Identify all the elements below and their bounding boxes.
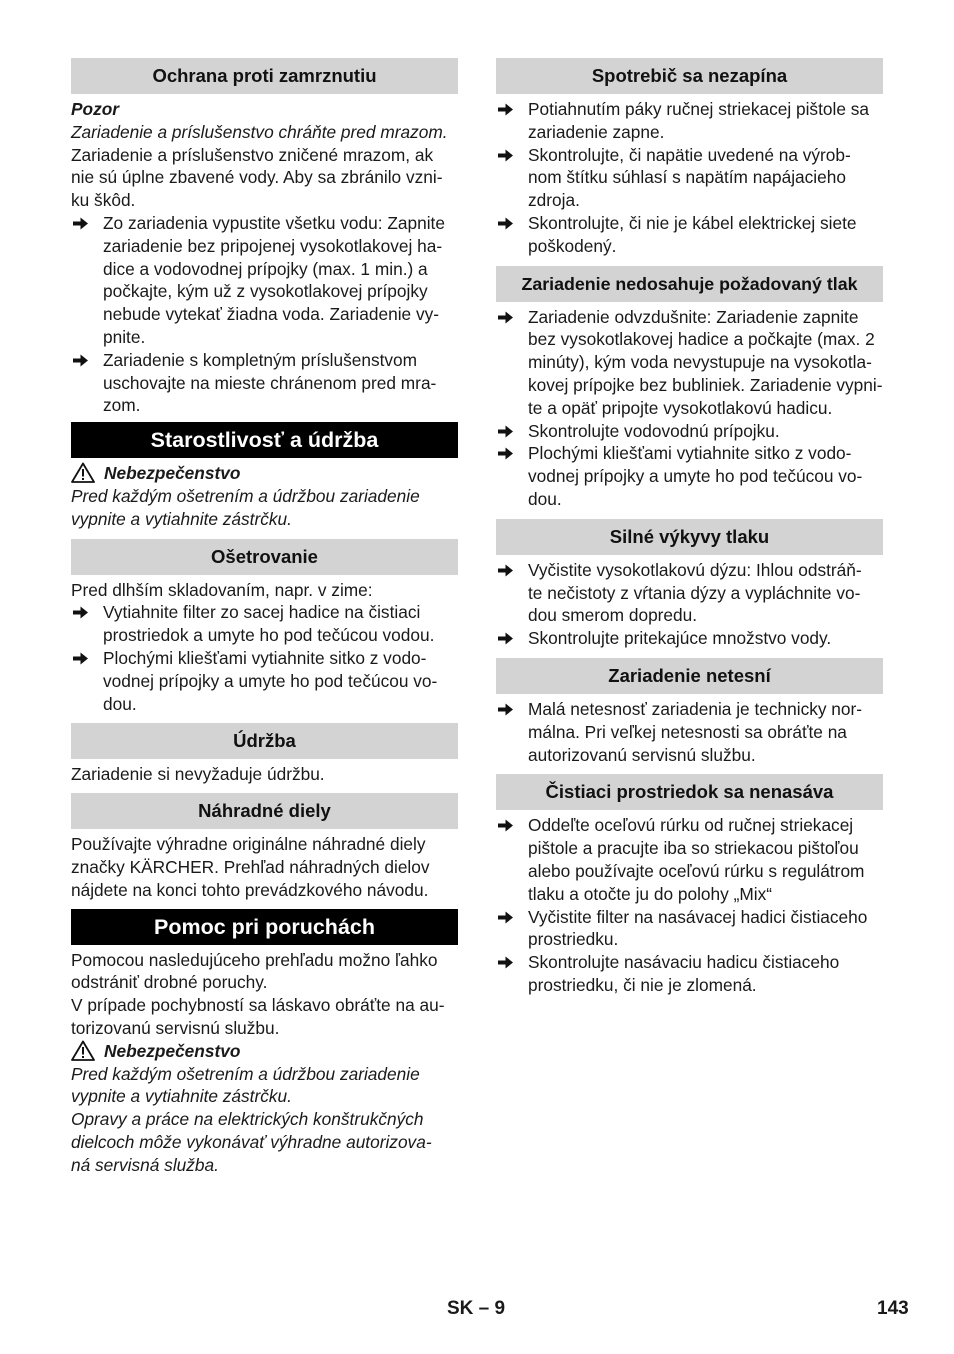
arrow-right-icon <box>72 651 89 666</box>
warning-triangle-icon <box>71 1040 95 1061</box>
arrow-right-icon <box>497 102 514 117</box>
arrow-right-icon <box>497 631 514 646</box>
note-label: Pozor <box>71 99 120 119</box>
arrow-right-icon <box>497 148 514 163</box>
section-heading: Náhradné diely <box>71 793 458 829</box>
warning-triangle-icon <box>71 462 95 483</box>
list-item: Zariadenie s kompletným príslušenstvom uschovajte na mieste chránenom pred mra- zom. <box>71 349 458 417</box>
left-column <box>71 58 458 1176</box>
list-item: Skontrolujte, či nie je kábel elektrickej siete poškodený. <box>496 212 883 258</box>
warning-text: Pred každým ošetrením a údržbou zariadenie vypnite a vytiahnite zástrčku. Opravy a práce na elektrických konštrukčných dielcoch môže vykonávať výhradne autorizova- ná servisná služba. <box>71 1063 432 1175</box>
section-heading: Čistiaci prostriedok sa nenasáva <box>496 774 883 810</box>
section-heading: Ochrana proti zamrznutiu <box>71 58 458 94</box>
right-column <box>496 58 883 997</box>
section-heading: Spotrebič sa nezapína <box>496 58 883 94</box>
note-text: Zariadenie a príslušenstvo chráňte pred mrazom. <box>71 121 448 142</box>
warning-label: Nebezpečenstvo <box>104 463 241 484</box>
list-item: Potiahnutím páky ručnej striekacej pištole sa zariadenie zapne. <box>496 98 883 144</box>
section-page-label: SK – 9 <box>447 1298 506 1319</box>
chapter-heading: Starostlivosť a údržba <box>71 422 458 458</box>
arrow-right-icon <box>497 424 514 439</box>
paragraph: Pomocou nasledujúceho prehľadu možno ľahko odstrániť drobné poruchy. V prípade pochybností sa láskavo obráťte na au- torizovanú servisnú službu. <box>71 949 445 1038</box>
danger-warning <box>71 1040 458 1063</box>
paragraph: Pred dlhším skladovaním, napr. v zime: <box>71 579 373 600</box>
arrow-right-icon <box>497 446 514 461</box>
section-heading: Ošetrovanie <box>71 539 458 575</box>
list-item: Plochými kliešťami vytiahnite sitko z vodo- vodnej prípojky a umyte ho pod tečúcou vo- dou. <box>71 647 458 715</box>
section-heading: Zariadenie nedosahuje požadovaný tlak <box>496 266 883 302</box>
arrow-right-icon <box>72 353 89 368</box>
list-item: Zariadenie odvzdušnite: Zariadenie zapnite bez vysokotlakovej hadice a počkajte (max. 2 minúty), kým voda nevystupuje na vysokotla- kovej prípojke bez bubliniek. Zariadenie vypni- te a opäť pripojte vysokotlakovú hadicu. <box>496 306 883 420</box>
list-item: Oddeľte oceľovú rúrku od ručnej striekacej pištole a pracujte iba so striekacou pištoľou alebo používajte oceľovú rúrku s regulátrom tlaku a otočte ju do polohy „Mix“ <box>496 814 883 905</box>
paragraph: Zariadenie si nevyžaduje údržbu. <box>71 764 325 785</box>
paragraph: Používajte výhradne originálne náhradné diely značky KÄRCHER. Prehľad náhradných dielov nájdete na konci tohto prevádzkového návodu. <box>71 834 430 900</box>
arrow-right-icon <box>497 216 514 231</box>
list-item: Vytiahnite filter zo sacej hadice na čistiaci prostriedok a umyte ho pod tečúcou vodou. <box>71 601 458 647</box>
arrow-right-icon <box>497 310 514 325</box>
paragraph: Zariadenie a príslušenstvo zničené mrazom, ak nie sú úplne zbavené vody. Aby sa zbránilo vzni- ku škôd. <box>71 144 443 211</box>
list-item: Skontrolujte nasávaciu hadicu čistiaceho prostriedku, či nie je zlomená. <box>496 951 883 997</box>
arrow-right-icon <box>497 955 514 970</box>
list-item: Malá netesnosť zariadenia je technicky nor- málna. Pri veľkej netesnosti sa obráťte na autorizovanú servisnú službu. <box>496 698 883 766</box>
note <box>71 98 458 212</box>
list-item: Vyčistite vysokotlakovú dýzu: Ihlou odstráň- te nečistoty z vŕtania dýzy a vypláchnite vo- dou smerom dopredu. <box>496 559 883 627</box>
arrow-right-icon <box>497 702 514 717</box>
page-number: 143 <box>877 1298 909 1319</box>
warning-text: Pred každým ošetrením a údržbou zariadenie vypnite a vytiahnite zástrčku. <box>71 485 420 529</box>
arrow-right-icon <box>497 818 514 833</box>
list-item: Plochými kliešťami vytiahnite sitko z vodo- vodnej prípojky a umyte ho pod tečúcou vo- dou. <box>496 442 883 510</box>
danger-warning <box>71 462 458 485</box>
arrow-right-icon <box>497 910 514 925</box>
list-item: Vyčistite filter na nasávacej hadici čistiaceho prostriedku. <box>496 906 883 952</box>
list-item: Skontrolujte pritekajúce množstvo vody. <box>496 627 883 650</box>
chapter-heading: Pomoc pri poruchách <box>71 909 458 945</box>
section-heading: Zariadenie netesní <box>496 658 883 694</box>
arrow-right-icon <box>72 605 89 620</box>
list-item: Skontrolujte, či napätie uvedené na výrob- nom štítku súhlasí s napätím napájacieho zdroja. <box>496 144 883 212</box>
warning-label: Nebezpečenstvo <box>104 1040 241 1061</box>
arrow-right-icon <box>72 216 89 231</box>
list-item: Zo zariadenia vypustite všetku vodu: Zapnite zariadenie bez pripojenej vysokotlakovej ha- dice a vodovodnej prípojky (max. 1 min.) a počkajte, kým už z vysokotlakovej prípojky nebude vytekať žiadna voda. Zariadenie vy- pnite. <box>71 212 458 349</box>
list-item: Skontrolujte vodovodnú prípojku. <box>496 420 883 443</box>
arrow-right-icon <box>497 563 514 578</box>
section-heading: Silné výkyvy tlaku <box>496 519 883 555</box>
section-heading: Údržba <box>71 723 458 759</box>
